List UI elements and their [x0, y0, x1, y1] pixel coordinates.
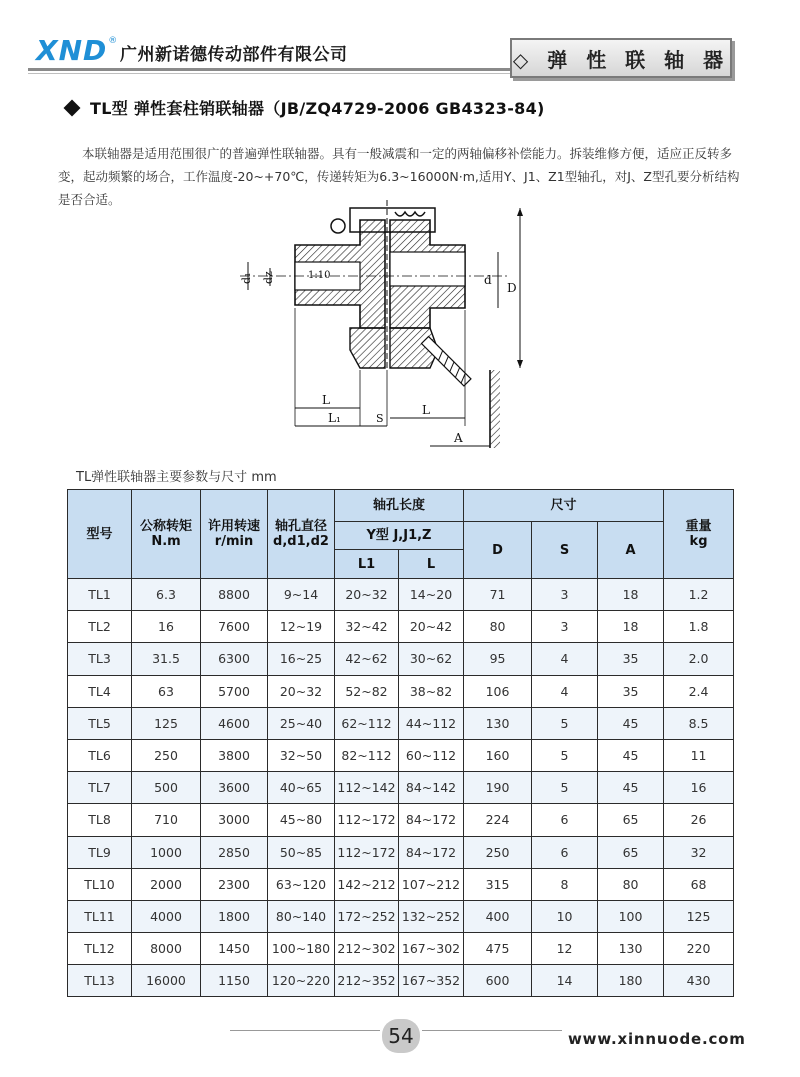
- cell-model: TL8: [68, 804, 132, 836]
- cell-weight: 32: [664, 836, 734, 868]
- cell-torque: 1000: [132, 836, 201, 868]
- cell-D: 95: [464, 643, 532, 675]
- cell-torque: 16: [132, 611, 201, 643]
- cell-torque: 8000: [132, 933, 201, 965]
- cell-l1: 212~302: [335, 933, 399, 965]
- cell-weight: 68: [664, 868, 734, 900]
- cell-l: 30~62: [399, 643, 464, 675]
- cell-speed: 5700: [201, 675, 268, 707]
- cell-model: TL3: [68, 643, 132, 675]
- cell-bore: 80~140: [268, 900, 335, 932]
- cell-bore: 9~14: [268, 579, 335, 611]
- cell-D: 160: [464, 739, 532, 771]
- cell-A: 45: [598, 739, 664, 771]
- cell-S: 5: [532, 739, 598, 771]
- cell-A: 35: [598, 643, 664, 675]
- header-speed: 许用转速 r/min: [201, 490, 268, 579]
- cell-bore: 25~40: [268, 707, 335, 739]
- cell-l1: 42~62: [335, 643, 399, 675]
- cell-model: TL6: [68, 739, 132, 771]
- cell-model: TL7: [68, 772, 132, 804]
- cell-S: 8: [532, 868, 598, 900]
- table-row: [68, 804, 734, 836]
- cell-D: 224: [464, 804, 532, 836]
- label-dz: dz: [262, 271, 275, 284]
- cell-l1: 172~252: [335, 900, 399, 932]
- header-L: L: [399, 550, 464, 579]
- header-L1: L1: [335, 550, 399, 579]
- cell-A: 45: [598, 772, 664, 804]
- cell-weight: 125: [664, 900, 734, 932]
- header-weight: 重量 kg: [664, 490, 734, 579]
- table-row: [68, 675, 734, 707]
- cell-weight: 26: [664, 804, 734, 836]
- category-tab-label: ◇ 弹 性 联 轴 器: [512, 47, 730, 72]
- cell-model: TL9: [68, 836, 132, 868]
- cell-S: 6: [532, 836, 598, 868]
- cell-torque: 63: [132, 675, 201, 707]
- cell-D: 80: [464, 611, 532, 643]
- cell-weight: 2.4: [664, 675, 734, 707]
- cell-speed: 4600: [201, 707, 268, 739]
- cell-S: 4: [532, 643, 598, 675]
- cell-speed: 8800: [201, 579, 268, 611]
- table-row: [68, 772, 734, 804]
- cell-l1: 112~172: [335, 836, 399, 868]
- label-L-left: L: [322, 393, 330, 407]
- cell-l: 20~42: [399, 611, 464, 643]
- cell-l: 44~112: [399, 707, 464, 739]
- logo-mark: XND: [36, 33, 108, 67]
- cell-bore: 100~180: [268, 933, 335, 965]
- cell-weight: 1.8: [664, 611, 734, 643]
- table-row: [68, 900, 734, 932]
- section-title-text: TL型 弹性套柱销联轴器（JB/ZQ4729-2006 GB4323-84): [90, 99, 545, 118]
- cell-l: 132~252: [399, 900, 464, 932]
- cell-speed: 1800: [201, 900, 268, 932]
- cell-A: 100: [598, 900, 664, 932]
- cell-l1: 20~32: [335, 579, 399, 611]
- label-L-right: L: [422, 403, 430, 417]
- cell-model: TL4: [68, 675, 132, 707]
- cell-l1: 212~352: [335, 965, 399, 997]
- cell-l1: 52~82: [335, 675, 399, 707]
- cell-bore: 20~32: [268, 675, 335, 707]
- cell-S: 5: [532, 772, 598, 804]
- cell-torque: 4000: [132, 900, 201, 932]
- cell-weight: 11: [664, 739, 734, 771]
- cell-bore: 32~50: [268, 739, 335, 771]
- label-S: S: [376, 412, 384, 425]
- cell-bore: 50~85: [268, 836, 335, 868]
- header-torque: 公称转矩 N.m: [132, 490, 201, 579]
- cell-model: TL11: [68, 900, 132, 932]
- cell-A: 80: [598, 868, 664, 900]
- cell-torque: 125: [132, 707, 201, 739]
- cell-l: 84~142: [399, 772, 464, 804]
- cell-D: 315: [464, 868, 532, 900]
- label-L1: L₁: [328, 411, 341, 425]
- cell-speed: 2850: [201, 836, 268, 868]
- cell-l: 84~172: [399, 836, 464, 868]
- table-row: [68, 836, 734, 868]
- cell-A: 18: [598, 611, 664, 643]
- cell-speed: 3000: [201, 804, 268, 836]
- diamond-bullet-icon: [64, 99, 81, 116]
- cell-A: 65: [598, 804, 664, 836]
- cell-model: TL1: [68, 579, 132, 611]
- cell-l: 60~112: [399, 739, 464, 771]
- cell-l1: 62~112: [335, 707, 399, 739]
- cell-D: 600: [464, 965, 532, 997]
- cell-l: 84~172: [399, 804, 464, 836]
- cell-weight: 220: [664, 933, 734, 965]
- cell-speed: 3600: [201, 772, 268, 804]
- table-row: [68, 643, 734, 675]
- cell-weight: 8.5: [664, 707, 734, 739]
- cell-speed: 2300: [201, 868, 268, 900]
- cell-l: 38~82: [399, 675, 464, 707]
- cell-model: TL12: [68, 933, 132, 965]
- cell-speed: 6300: [201, 643, 268, 675]
- table-row: [68, 611, 734, 643]
- cell-S: 3: [532, 611, 598, 643]
- cell-bore: 12~19: [268, 611, 335, 643]
- cell-S: 5: [532, 707, 598, 739]
- cell-l: 167~352: [399, 965, 464, 997]
- cell-torque: 250: [132, 739, 201, 771]
- cell-weight: 16: [664, 772, 734, 804]
- company-name: 广州新诺德传动部件有限公司: [120, 45, 348, 65]
- cell-l1: 32~42: [335, 611, 399, 643]
- table-row: [68, 965, 734, 997]
- cell-l1: 112~172: [335, 804, 399, 836]
- cell-A: 65: [598, 836, 664, 868]
- wall-hatch: [490, 370, 500, 448]
- page-header: [0, 0, 800, 86]
- cell-D: 250: [464, 836, 532, 868]
- cell-speed: 1450: [201, 933, 268, 965]
- table-row: [68, 579, 734, 611]
- footer-divider-left: [230, 1030, 380, 1031]
- cell-D: 400: [464, 900, 532, 932]
- cell-bore: 45~80: [268, 804, 335, 836]
- cell-l: 107~212: [399, 868, 464, 900]
- intro-paragraph: 本联轴器是适用范围很广的普遍弹性联轴器。具有一般减震和一定的两轴偏移补偿能力。拆装维修方便，适应正反转多变，起动频繁的场合，工作温度-20~+70℃，传递转矩为6.3~16000N·m,适用Y、J1、Z1型轴孔，对J、Z型孔要分析结构是否合适。: [58, 146, 740, 207]
- cell-S: 4: [532, 675, 598, 707]
- header-length: 轴孔长度: [335, 490, 464, 522]
- cell-bore: 16~25: [268, 643, 335, 675]
- website-url: www.xinnuode.com: [568, 1030, 746, 1048]
- cell-l: 14~20: [399, 579, 464, 611]
- label-d: d: [484, 273, 492, 287]
- right-bore: [390, 252, 465, 286]
- cell-speed: 7600: [201, 611, 268, 643]
- header-bore: 轴孔直径 d,d1,d2: [268, 490, 335, 579]
- company-logo: [36, 30, 117, 70]
- cell-torque: 500: [132, 772, 201, 804]
- cell-S: 10: [532, 900, 598, 932]
- label-taper: 1:10: [308, 270, 331, 281]
- header-divider-thin: [28, 73, 558, 74]
- cell-speed: 3800: [201, 739, 268, 771]
- cell-D: 106: [464, 675, 532, 707]
- cell-D: 475: [464, 933, 532, 965]
- cell-torque: 31.5: [132, 643, 201, 675]
- cell-speed: 1150: [201, 965, 268, 997]
- cell-D: 190: [464, 772, 532, 804]
- cell-l: 167~302: [399, 933, 464, 965]
- table-row: [68, 739, 734, 771]
- header-model: 型号: [68, 490, 132, 579]
- cell-A: 130: [598, 933, 664, 965]
- coupling-cross-section-drawing: [200, 190, 590, 458]
- header-dims: 尺寸: [464, 490, 664, 522]
- cell-A: 18: [598, 579, 664, 611]
- cell-model: TL10: [68, 868, 132, 900]
- table-row: [68, 868, 734, 900]
- header-D: D: [464, 522, 532, 579]
- page-number: 54: [388, 1024, 414, 1048]
- cell-torque: 710: [132, 804, 201, 836]
- cell-bore: 120~220: [268, 965, 335, 997]
- cell-A: 45: [598, 707, 664, 739]
- cell-bore: 40~65: [268, 772, 335, 804]
- cell-S: 14: [532, 965, 598, 997]
- table-row: [68, 933, 734, 965]
- header-ytype: Y型 J,J1,Z: [335, 522, 464, 550]
- label-d1: d₁: [240, 272, 253, 284]
- registered-mark: ®: [108, 36, 118, 46]
- cell-model: TL13: [68, 965, 132, 997]
- page-number-badge: [382, 1019, 420, 1053]
- cell-model: TL5: [68, 707, 132, 739]
- label-A: A: [454, 431, 463, 445]
- category-tab: [510, 38, 732, 78]
- spec-table: [67, 489, 734, 997]
- cell-bore: 63~120: [268, 868, 335, 900]
- cell-l1: 82~112: [335, 739, 399, 771]
- footer-divider-right: [422, 1030, 562, 1031]
- nut-top: [331, 219, 345, 233]
- header-A: A: [598, 522, 664, 579]
- cell-model: TL2: [68, 611, 132, 643]
- cell-torque: 16000: [132, 965, 201, 997]
- cell-D: 130: [464, 707, 532, 739]
- cell-A: 35: [598, 675, 664, 707]
- table-caption: TL弹性联轴器主要参数与尺寸 mm: [76, 470, 277, 485]
- section-title: [66, 96, 545, 119]
- cell-torque: 2000: [132, 868, 201, 900]
- cell-l1: 142~212: [335, 868, 399, 900]
- header-divider: [28, 68, 558, 71]
- header-S: S: [532, 522, 598, 579]
- cell-torque: 6.3: [132, 579, 201, 611]
- cell-S: 12: [532, 933, 598, 965]
- cell-A: 180: [598, 965, 664, 997]
- cell-S: 3: [532, 579, 598, 611]
- cell-weight: 2.0: [664, 643, 734, 675]
- cell-weight: 430: [664, 965, 734, 997]
- cell-S: 6: [532, 804, 598, 836]
- label-D: D: [507, 281, 517, 295]
- cell-D: 71: [464, 579, 532, 611]
- cell-l1: 112~142: [335, 772, 399, 804]
- cell-weight: 1.2: [664, 579, 734, 611]
- table-row: [68, 707, 734, 739]
